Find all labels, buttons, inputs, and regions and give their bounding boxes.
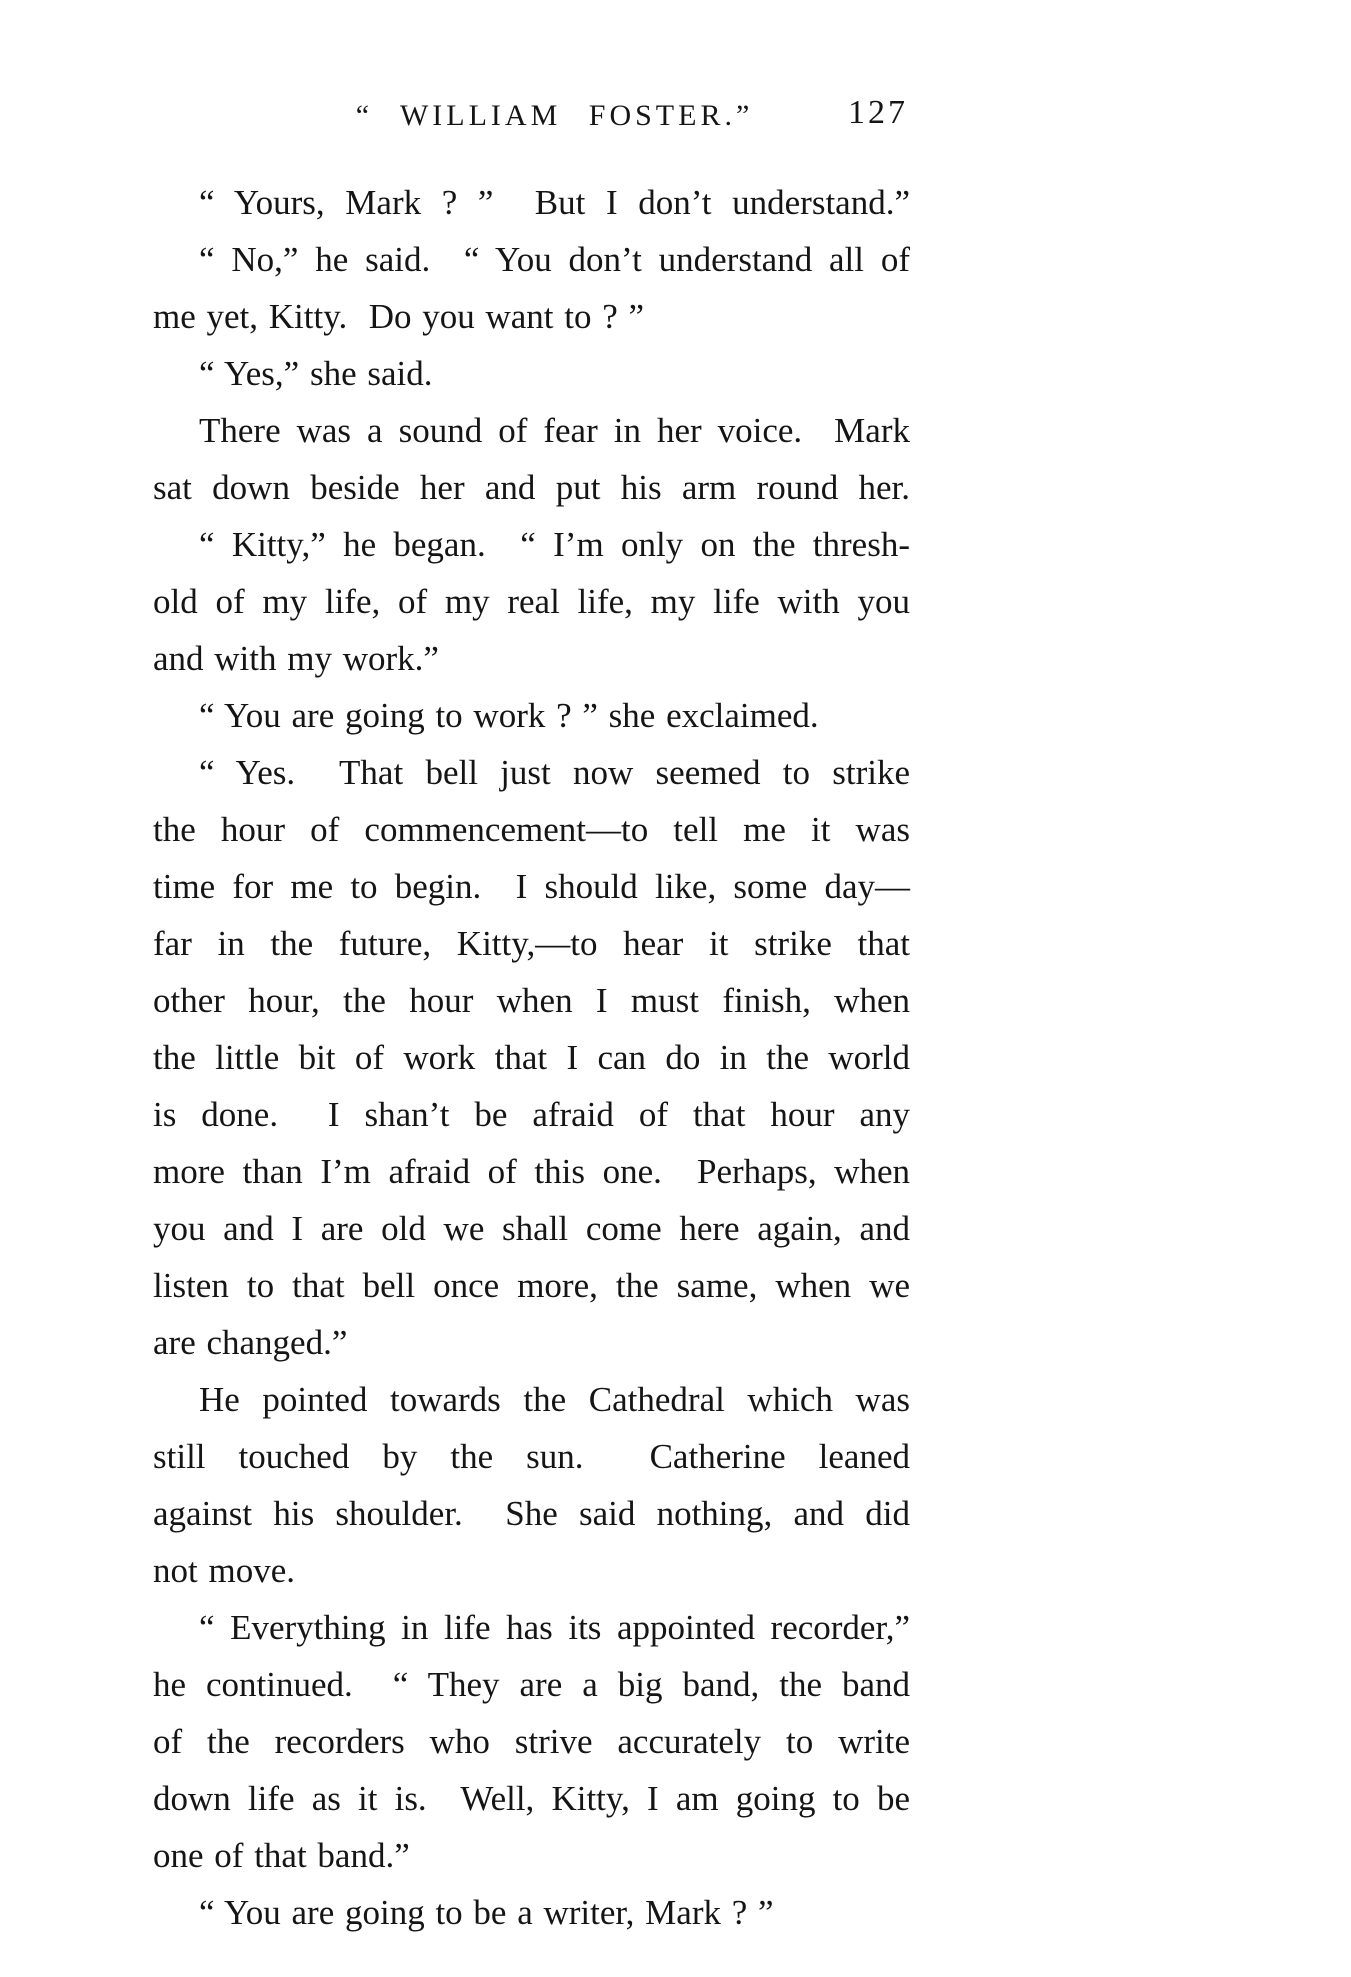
text-line: far in the future, Kitty,—to hear it strike that xyxy=(153,924,910,963)
text-line: down life as it is. Well, Kitty, I am going to be xyxy=(153,1779,910,1818)
text-line: still touched by the sun. Catherine leaned xyxy=(153,1437,910,1476)
text-line: are changed.” xyxy=(153,1323,348,1362)
text-line: listen to that bell once more, the same, when we xyxy=(153,1266,910,1305)
page-title: “ WILLIAM FOSTER.” xyxy=(355,99,754,132)
text-line: “ No,” he said. “ You don’t understand all of xyxy=(199,240,910,279)
text-line: “ Yes,” she said. xyxy=(199,354,433,393)
text-line: “ Yours, Mark ? ” But I don’t understand.” xyxy=(199,183,910,222)
text-line: He pointed towards the Cathedral which was xyxy=(199,1380,910,1419)
text-line: old of my life, of my real life, my life with you xyxy=(153,582,910,621)
text-line: not move. xyxy=(153,1551,295,1590)
text-line: time for me to begin. I should like, some day— xyxy=(153,867,910,906)
text-line: against his shoulder. She said nothing, and did xyxy=(153,1494,910,1533)
text-line: of the recorders who strive accurately to write xyxy=(153,1722,910,1761)
text-line: other hour, the hour when I must finish, when xyxy=(153,981,910,1020)
text-line: “ You are going to be a writer, Mark ? ” xyxy=(199,1893,774,1932)
text-block xyxy=(153,96,910,1941)
text-line: he continued. “ They are a big band, the band xyxy=(153,1665,910,1704)
page-number: 127 xyxy=(848,94,908,131)
text-line: “ You are going to work ? ” she exclaimed. xyxy=(199,696,819,735)
text-line: the hour of commencement—to tell me it was xyxy=(153,810,910,849)
text-line: is done. I shan’t be afraid of that hour any xyxy=(153,1095,910,1134)
text-line: one of that band.” xyxy=(153,1836,410,1875)
text-line: “ Yes. That bell just now seemed to strike xyxy=(199,753,910,792)
running-header xyxy=(153,96,910,174)
text-line: “ Everything in life has its appointed recorder,” xyxy=(199,1608,910,1647)
text-line: more than I’m afraid of this one. Perhaps, when xyxy=(153,1152,910,1191)
text-line: me yet, Kitty. Do you want to ? ” xyxy=(153,297,645,336)
text-line: you and I are old we shall come here again, and xyxy=(153,1209,910,1248)
text-line: the little bit of work that I can do in the world xyxy=(153,1038,910,1077)
body-lines xyxy=(153,174,910,1941)
text-line: sat down beside her and put his arm round her. xyxy=(153,468,910,507)
text-line: There was a sound of fear in her voice. Mark xyxy=(199,411,910,450)
text-line: and with my work.” xyxy=(153,639,439,678)
text-line: “ Kitty,” he began. “ I’m only on the thresh- xyxy=(199,525,910,564)
